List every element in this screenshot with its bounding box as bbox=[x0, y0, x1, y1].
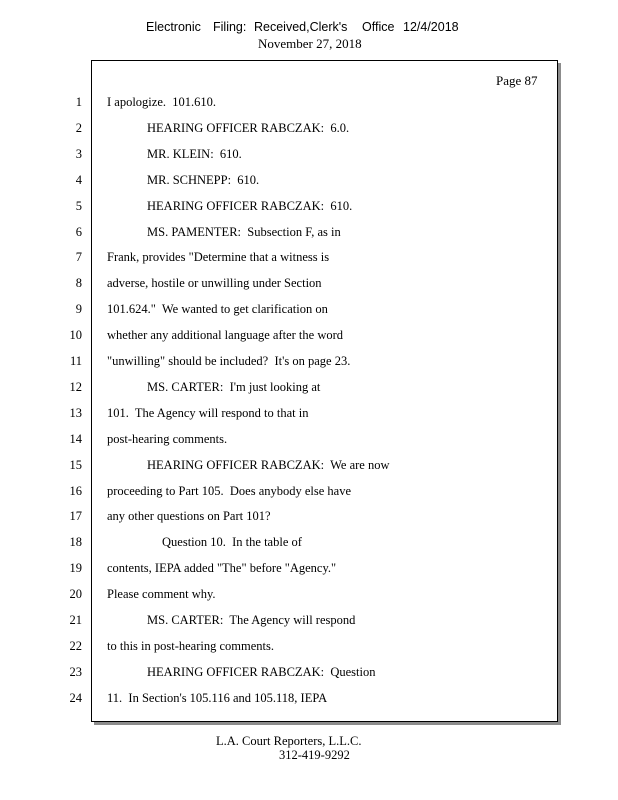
line-text: adverse, hostile or unwilling under Section bbox=[107, 276, 322, 291]
reporter-company: L.A. Court Reporters, L.L.C. bbox=[216, 734, 362, 748]
line-number: 3 bbox=[75, 146, 82, 161]
line-text: 11. In Section's 105.116 and 105.118, IEPA bbox=[107, 690, 328, 705]
hearing-date: November 27, 2018 bbox=[258, 36, 362, 51]
stamp-electronic: Electronic bbox=[146, 20, 201, 34]
line-text: Question 10. In the table of bbox=[162, 535, 302, 550]
line-number: 11 bbox=[69, 354, 82, 368]
stamp-office: Office bbox=[362, 20, 395, 34]
line-text: MR. KLEIN: 610. bbox=[147, 146, 242, 161]
line-number: 18 bbox=[69, 535, 82, 550]
line-number: 9 bbox=[75, 302, 82, 317]
line-text: contents, IEPA added "The" before "Agency." bbox=[107, 561, 337, 576]
line-number: 15 bbox=[69, 457, 82, 472]
stamp-date: 12/4/2018 bbox=[403, 20, 459, 34]
reporter-phone: 312-419-9292 bbox=[279, 748, 350, 762]
line-text: 101.624." We wanted to get clarification on bbox=[107, 302, 328, 317]
line-text: HEARING OFFICER RABCZAK: 6.0. bbox=[147, 120, 350, 135]
line-number: 8 bbox=[75, 276, 82, 291]
line-text: Frank, provides "Determine that a witness is bbox=[107, 250, 330, 265]
line-number: 6 bbox=[75, 224, 82, 239]
line-number: 2 bbox=[75, 120, 82, 135]
line-number: 23 bbox=[69, 664, 82, 679]
line-number: 7 bbox=[75, 250, 82, 265]
line-number: 22 bbox=[69, 638, 82, 653]
line-number: 1 bbox=[75, 95, 82, 109]
line-text: MS. PAMENTER: Subsection F, as in bbox=[147, 224, 341, 239]
line-text: MR. SCHNEPP: 610. bbox=[147, 172, 260, 187]
line-number: 12 bbox=[69, 379, 82, 394]
line-number: 4 bbox=[75, 172, 82, 187]
line-text: "unwilling" should be included? It's on page 23. bbox=[107, 354, 351, 368]
line-text: HEARING OFFICER RABCZAK: 610. bbox=[147, 198, 353, 213]
line-number: 21 bbox=[69, 613, 82, 627]
line-text: to this in post-hearing comments. bbox=[107, 638, 274, 653]
line-text: proceeding to Part 105. Does anybody else have bbox=[107, 483, 352, 498]
line-number: 13 bbox=[69, 405, 82, 420]
line-text: HEARING OFFICER RABCZAK: Question bbox=[147, 664, 376, 679]
line-number: 5 bbox=[75, 198, 82, 213]
line-text: post-hearing comments. bbox=[107, 431, 228, 446]
line-text: MS. CARTER: The Agency will respond bbox=[147, 613, 356, 627]
line-number: 19 bbox=[69, 561, 82, 576]
line-text: whether any additional language after the word bbox=[107, 328, 344, 343]
line-text: MS. CARTER: I'm just looking at bbox=[147, 379, 321, 394]
line-text: any other questions on Part 101? bbox=[107, 509, 271, 524]
page-number: Page 87 bbox=[496, 73, 538, 88]
line-number: 10 bbox=[69, 328, 82, 343]
line-number: 16 bbox=[69, 483, 82, 498]
line-number: 17 bbox=[69, 509, 82, 524]
stamp-received: Received,Clerk's bbox=[254, 20, 348, 34]
line-text: Please comment why. bbox=[107, 587, 216, 602]
line-text: I apologize. 101.610. bbox=[107, 95, 217, 109]
line-number: 20 bbox=[69, 587, 82, 602]
line-number: 24 bbox=[69, 690, 82, 705]
line-text: HEARING OFFICER RABCZAK: We are now bbox=[147, 457, 390, 472]
line-text: 101. The Agency will respond to that in bbox=[107, 405, 309, 420]
stamp-filing: Filing: bbox=[213, 20, 247, 34]
line-number: 14 bbox=[69, 431, 82, 446]
